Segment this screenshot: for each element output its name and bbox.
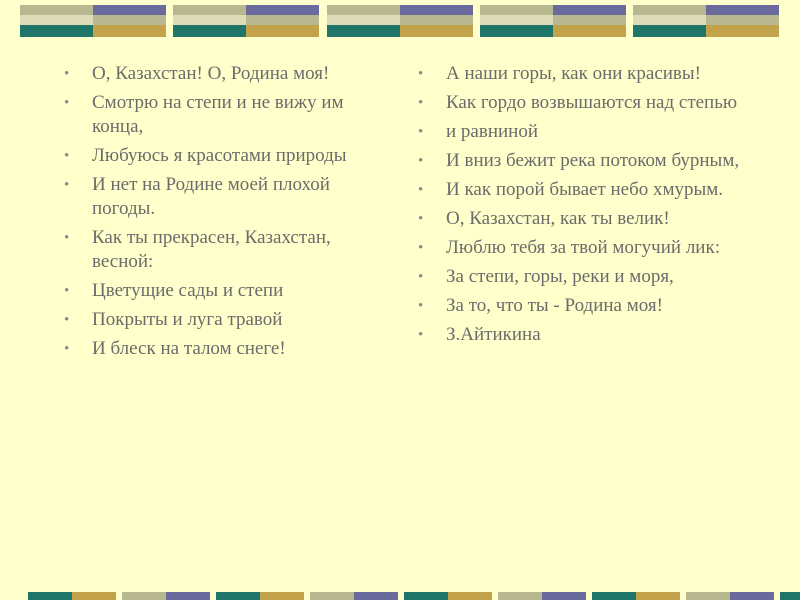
stripe-block bbox=[327, 15, 400, 25]
stripe-block bbox=[553, 5, 626, 15]
verse-text: За то, что ты - Родина моя! bbox=[446, 295, 663, 316]
stripe-block bbox=[310, 592, 354, 600]
verse-text: Цветущие сады и степи bbox=[92, 280, 284, 301]
bullet-icon: • bbox=[418, 269, 424, 285]
bullet-icon: • bbox=[64, 95, 70, 111]
stripe-block bbox=[246, 5, 319, 15]
bullet-icon: • bbox=[418, 153, 424, 169]
verse-line bbox=[418, 178, 748, 202]
stripe-block bbox=[122, 592, 166, 600]
stripe-block bbox=[93, 25, 166, 37]
stripe-block bbox=[166, 592, 210, 600]
stripe-block bbox=[448, 592, 492, 600]
stripe-block bbox=[498, 592, 542, 600]
verse-text: Люблю тебя за твой могучий лик: bbox=[446, 237, 720, 258]
stripe-block bbox=[400, 5, 473, 15]
bullet-icon: • bbox=[64, 312, 70, 328]
stripe-block bbox=[780, 592, 800, 600]
verse-line bbox=[418, 149, 748, 173]
stripe-block bbox=[686, 592, 730, 600]
verse-line bbox=[64, 337, 384, 361]
verse-text: О, Казахстан! О, Родина моя! bbox=[92, 63, 330, 84]
verse-text: З.Айтикина bbox=[446, 324, 541, 345]
bullet-icon: • bbox=[64, 230, 70, 246]
bullet-icon: • bbox=[64, 66, 70, 82]
stripe-block bbox=[633, 25, 706, 37]
stripe-block bbox=[553, 25, 626, 37]
bullet-icon: • bbox=[418, 66, 424, 82]
bullet-icon: • bbox=[64, 283, 70, 299]
bullet-icon: • bbox=[418, 211, 424, 227]
stripe-block bbox=[327, 5, 400, 15]
bullet-icon: • bbox=[418, 95, 424, 111]
verse-text: Как гордо возвышаются над степью bbox=[446, 92, 738, 113]
verse-line bbox=[418, 120, 748, 144]
stripe-block bbox=[706, 5, 779, 15]
bottom-decorative-band bbox=[0, 592, 800, 600]
bullet-icon: • bbox=[418, 240, 424, 256]
verse-text: О, Казахстан, как ты велик! bbox=[446, 208, 670, 229]
stripe-block bbox=[354, 592, 398, 600]
left-verse-column bbox=[64, 62, 384, 366]
verse-text: И блеск на талом снеге! bbox=[92, 338, 286, 359]
stripe-block bbox=[706, 15, 779, 25]
stripe-block bbox=[480, 25, 553, 37]
stripe-block bbox=[592, 592, 636, 600]
bullet-icon: • bbox=[418, 298, 424, 314]
verse-text: Любуюсь я красотами природы bbox=[92, 145, 347, 166]
verse-text: Покрыты и луга травой bbox=[92, 309, 283, 330]
stripe-block bbox=[327, 25, 400, 37]
stripe-block bbox=[400, 25, 473, 37]
verse-text: Как ты прекрасен, Казахстан, весной: bbox=[92, 227, 331, 272]
stripe-block bbox=[93, 5, 166, 15]
stripe-block bbox=[173, 15, 246, 25]
verse-line bbox=[64, 91, 384, 139]
bullet-icon: • bbox=[418, 182, 424, 198]
right-verse-column bbox=[418, 62, 748, 352]
verse-line bbox=[418, 323, 748, 347]
stripe-block bbox=[246, 25, 319, 37]
stripe-block bbox=[20, 25, 93, 37]
bullet-icon: • bbox=[64, 177, 70, 193]
verse-text: и равниной bbox=[446, 121, 538, 142]
bullet-icon: • bbox=[418, 124, 424, 140]
verse-line bbox=[64, 308, 384, 332]
verse-text: Смотрю на степи и не вижу им конца, bbox=[92, 92, 344, 137]
verse-text: И как порой бывает небо хмурым. bbox=[446, 179, 724, 200]
verse-line bbox=[64, 279, 384, 303]
stripe-block bbox=[553, 15, 626, 25]
verse-line bbox=[64, 144, 384, 168]
verse-line bbox=[418, 236, 748, 260]
stripe-block bbox=[72, 592, 116, 600]
stripe-block bbox=[706, 25, 779, 37]
verse-text: А наши горы, как они красивы! bbox=[446, 63, 701, 84]
stripe-block bbox=[730, 592, 774, 600]
stripe-block bbox=[93, 15, 166, 25]
verse-line bbox=[418, 62, 748, 86]
verse-text: И вниз бежит река потоком бурным, bbox=[446, 150, 740, 171]
stripe-block bbox=[216, 592, 260, 600]
stripe-block bbox=[633, 5, 706, 15]
verse-line bbox=[64, 226, 384, 274]
stripe-block bbox=[173, 25, 246, 37]
verse-text: За степи, горы, реки и моря, bbox=[446, 266, 674, 287]
stripe-block bbox=[480, 5, 553, 15]
verse-text: И нет на Родине моей плохой погоды. bbox=[92, 174, 330, 219]
verse-line bbox=[418, 265, 748, 289]
stripe-block bbox=[260, 592, 304, 600]
stripe-block bbox=[20, 5, 93, 15]
verse-line bbox=[64, 62, 384, 86]
verse-line bbox=[64, 173, 384, 221]
verse-line bbox=[418, 207, 748, 231]
stripe-block bbox=[404, 592, 448, 600]
bullet-icon: • bbox=[418, 327, 424, 343]
stripe-block bbox=[28, 592, 72, 600]
bullet-icon: • bbox=[64, 148, 70, 164]
verse-line bbox=[418, 294, 748, 318]
stripe-block bbox=[633, 15, 706, 25]
stripe-block bbox=[480, 15, 553, 25]
stripe-block bbox=[542, 592, 586, 600]
bullet-icon: • bbox=[64, 341, 70, 357]
stripe-block bbox=[400, 15, 473, 25]
stripe-block bbox=[20, 15, 93, 25]
verse-line bbox=[418, 91, 748, 115]
stripe-block bbox=[246, 15, 319, 25]
top-decorative-band bbox=[0, 5, 800, 37]
stripe-block bbox=[636, 592, 680, 600]
stripe-block bbox=[173, 5, 246, 15]
